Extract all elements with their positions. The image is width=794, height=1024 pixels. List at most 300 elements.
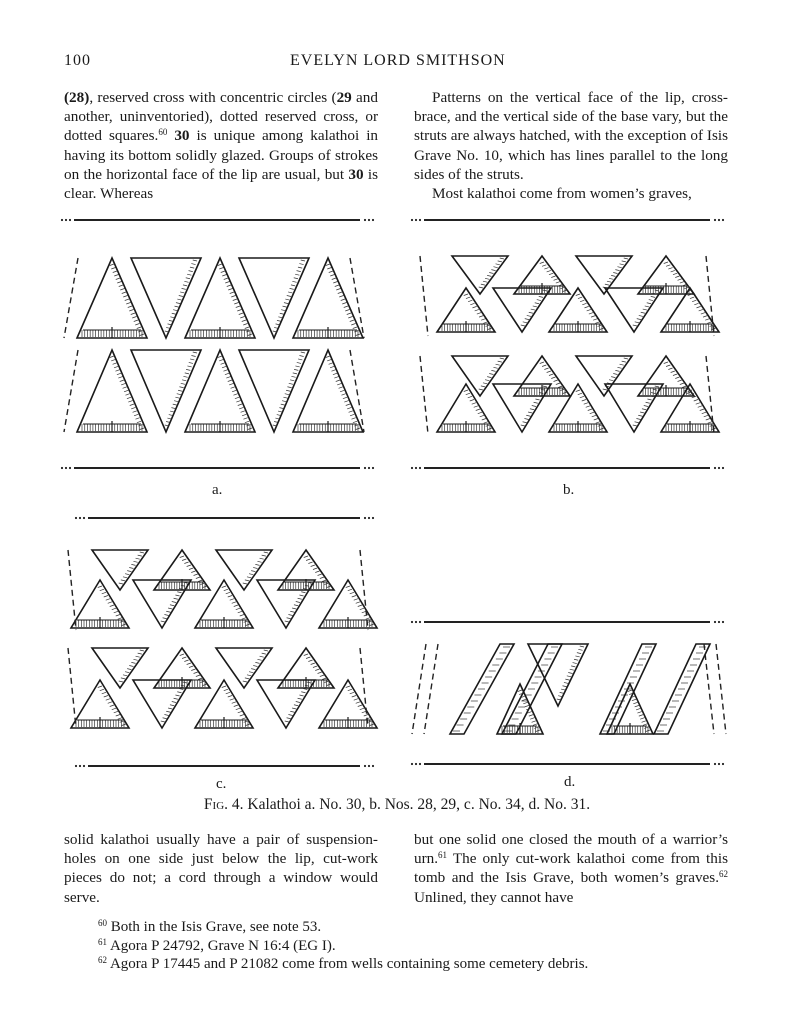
hatch-stroke [633, 425, 637, 426]
hatch-stroke [673, 273, 677, 275]
hatch-stroke [351, 418, 355, 420]
hatch-stroke [638, 415, 642, 416]
hatch-stroke [196, 675, 200, 677]
hatch-stroke [118, 618, 122, 620]
hatch-stroke [296, 602, 300, 603]
hatch-stroke [647, 399, 651, 400]
hatch-stroke [483, 281, 487, 282]
down-triangle [92, 550, 148, 590]
border-dot [419, 763, 421, 765]
hatch-stroke [253, 666, 257, 667]
hatch-stroke [301, 592, 305, 593]
hatch-stroke [620, 364, 624, 365]
hatch-stroke [486, 425, 490, 427]
hatch-stroke [170, 411, 174, 412]
hatch-stroke [281, 310, 285, 311]
hatch-stroke [295, 274, 299, 275]
hatch-stroke [500, 358, 504, 359]
hatch-stroke [116, 715, 120, 717]
hatch-stroke [243, 324, 247, 326]
hatch-stroke [542, 265, 546, 267]
figure-panel-c [60, 510, 380, 772]
hatch-stroke [222, 366, 226, 368]
hatch-stroke [238, 611, 242, 613]
hatch-stroke [496, 364, 500, 365]
border-dot [75, 517, 77, 519]
hatch-stroke [135, 418, 139, 420]
hatch-stroke [249, 672, 253, 673]
hatch-stroke [222, 275, 226, 277]
hatch-stroke [127, 571, 131, 572]
hatch-stroke [129, 310, 133, 312]
hatch-stroke [114, 711, 118, 713]
hatch-stroke [98, 586, 102, 588]
down-triangle [576, 356, 632, 396]
hatch-stroke [479, 316, 483, 318]
hatch-stroke [187, 366, 191, 367]
hatch-stroke [249, 574, 253, 575]
hatch-stroke [326, 356, 330, 358]
hatch-stroke [180, 292, 184, 293]
hatch-stroke [244, 721, 248, 723]
hatch-stroke [329, 271, 333, 273]
hatch-stroke [348, 317, 352, 319]
hatch-stroke [620, 264, 624, 265]
hatch-stroke [224, 689, 228, 691]
hatch-stroke [344, 306, 348, 308]
border-dot [83, 517, 85, 519]
hatch-stroke [588, 409, 592, 411]
hatch-stroke [163, 618, 167, 619]
hatch-stroke [671, 371, 675, 373]
hatch-stroke [342, 303, 346, 305]
hatch-stroke [184, 660, 188, 662]
hatch-stroke [133, 561, 137, 562]
border-dot [79, 765, 81, 767]
hatch-stroke [179, 387, 183, 388]
hatch-stroke [529, 312, 533, 313]
hatch-stroke [136, 558, 140, 559]
hatch-stroke [168, 708, 172, 709]
hatch-stroke [291, 376, 295, 377]
hatch-stroke [262, 653, 266, 654]
border-dot [69, 467, 71, 469]
hatch-stroke [472, 403, 476, 405]
hatch-stroke [244, 621, 248, 623]
hatch-stroke [170, 705, 174, 706]
hatch-stroke [182, 559, 186, 561]
hatch-stroke [276, 324, 280, 325]
hatch-stroke [609, 278, 613, 279]
hatch-stroke [544, 268, 548, 270]
hatch-stroke [164, 715, 168, 716]
hatch-stroke [521, 425, 525, 426]
hatch-stroke [346, 686, 350, 688]
lower-right-paragraph: but one solid one closed the mouth of a warrior’s urn.$^{61}$ The only cut-work kalathoi come from this tomb and the Isis Grave, both women’s graves.$^{62}$ Unlined, they cannot have [414, 831, 728, 906]
hatch-stroke [292, 608, 296, 609]
border-dot [415, 219, 417, 221]
hatch-stroke [298, 698, 302, 699]
hatch-stroke [470, 303, 474, 305]
border-dot [372, 517, 374, 519]
hatch-stroke [293, 373, 297, 374]
hatch-stroke [236, 401, 240, 403]
hatch-stroke [633, 325, 637, 326]
hatch-stroke [336, 380, 340, 382]
hatch-stroke [190, 359, 194, 360]
hatch-stroke [590, 412, 594, 414]
hatch-stroke [673, 374, 677, 376]
hatch-stroke [120, 289, 124, 291]
hatch-stroke [114, 611, 118, 613]
hatch-stroke [129, 666, 133, 667]
hatch-stroke [668, 368, 672, 370]
hatch-stroke [468, 396, 472, 398]
hatch-stroke [338, 292, 342, 294]
hatch-stroke [564, 682, 568, 683]
hatch-stroke [366, 618, 370, 620]
figure-panel-d [410, 614, 730, 772]
hatch-stroke [102, 692, 106, 694]
edge-dash [716, 644, 726, 734]
hatch-stroke [120, 380, 124, 382]
hatch-stroke [475, 309, 479, 311]
hatch-stroke [232, 602, 236, 604]
hatch-stroke [306, 657, 310, 659]
hatch-stroke [102, 592, 106, 594]
caption-prefix: Fig. 4. [203, 796, 244, 813]
hatch-stroke [708, 422, 712, 424]
hatch-stroke [339, 387, 343, 389]
hatch-stroke [481, 319, 485, 321]
hatch-stroke [128, 306, 132, 308]
hatch-stroke [470, 400, 474, 402]
hatch-stroke [347, 313, 351, 315]
hatch-stroke [170, 605, 174, 606]
hatch-stroke [576, 294, 580, 296]
hatch-stroke [257, 659, 261, 660]
hatch-stroke [530, 718, 534, 720]
hatch-stroke [678, 279, 682, 281]
hatch-stroke [166, 711, 170, 712]
hatch-stroke [289, 383, 293, 384]
hatch-stroke [611, 377, 615, 378]
hatch-stroke [521, 325, 525, 326]
hatch-stroke [549, 273, 553, 275]
hatch-stroke [245, 580, 249, 581]
hatch-stroke [255, 564, 259, 565]
hatch-stroke [129, 568, 133, 569]
hatch-stroke [544, 368, 548, 370]
hatch-stroke [330, 275, 334, 277]
hatch-stroke [182, 657, 186, 659]
upper-left-paragraph: (28), reserved cross with concentric circles (29 and another, uninventoried), dotted reserved cross, or dotted squares.$^{60}$ 30 is unique among kalathoi in having its bottom solidly glazed. Groups of strokes on the horizontal face of the lip are usual, but 30 is clear. Whereas [64, 89, 379, 203]
hatch-stroke [476, 409, 480, 411]
hatch-stroke [240, 317, 244, 319]
hatch-stroke [651, 393, 655, 394]
hatch-stroke [558, 386, 562, 388]
hatch-stroke [172, 702, 176, 703]
hatch-stroke [175, 595, 179, 596]
hatch-stroke [222, 686, 226, 688]
hatch-stroke [174, 401, 178, 402]
hatch-stroke [140, 552, 144, 553]
border-dot [718, 763, 720, 765]
border-dot [722, 763, 724, 765]
hatch-stroke [292, 708, 296, 709]
hatch-stroke [184, 562, 188, 564]
hatch-stroke [330, 366, 334, 368]
hatch-stroke [237, 310, 241, 312]
hatch-stroke [123, 577, 127, 578]
hatch-stroke [624, 358, 628, 359]
hatch-stroke [349, 411, 353, 413]
hatch-stroke [364, 715, 368, 717]
hatch-stroke [675, 276, 679, 278]
edge-dash [412, 644, 426, 734]
hatch-stroke [337, 383, 341, 385]
hatch-stroke [356, 602, 360, 604]
hatch-stroke [671, 270, 675, 272]
hatch-stroke [700, 409, 704, 411]
hatch-stroke [104, 696, 108, 698]
hatch-stroke [120, 621, 124, 623]
hatch-stroke [298, 598, 302, 599]
hatch-stroke [481, 386, 485, 387]
edge-dash [420, 356, 428, 434]
hatch-stroke [696, 403, 700, 405]
hatch-stroke [225, 282, 229, 284]
hatch-stroke [332, 278, 336, 280]
border-dot [419, 467, 421, 469]
hatch-stroke [533, 306, 537, 307]
hatch-stroke [340, 390, 344, 392]
hatch-stroke [191, 571, 195, 573]
hatch-stroke [304, 556, 308, 558]
hatch-stroke [306, 559, 310, 561]
hatch-stroke [286, 390, 290, 391]
hatch-stroke [191, 669, 195, 671]
border-dot [368, 765, 370, 767]
hatch-stroke [704, 415, 708, 417]
hatch-stroke [474, 406, 478, 408]
hatch-stroke [229, 383, 233, 385]
hatch-stroke [547, 270, 551, 272]
hatch-stroke [174, 698, 178, 699]
hatch-stroke [580, 646, 584, 647]
hatch-stroke [264, 650, 268, 651]
hatch-stroke [119, 681, 123, 682]
hatch-stroke [311, 663, 315, 665]
hatch-stroke [164, 615, 168, 616]
hatch-stroke [130, 404, 134, 406]
hatch-stroke [322, 580, 326, 582]
hatch-stroke [104, 596, 108, 598]
hatch-stroke [176, 303, 180, 304]
hatch-stroke [493, 267, 497, 268]
hatch-stroke [335, 285, 339, 287]
hatch-stroke [133, 659, 137, 660]
hatch-stroke [221, 271, 225, 273]
hatch-stroke [333, 373, 337, 375]
hatch-stroke [187, 274, 191, 275]
hatch-stroke [279, 408, 283, 409]
hatch-stroke [622, 361, 626, 362]
hatch-stroke [123, 296, 127, 298]
hatch-stroke [301, 352, 305, 353]
hatch-stroke [226, 692, 230, 694]
hatch-stroke [368, 721, 372, 723]
hatch-stroke [666, 365, 670, 367]
hatch-stroke [341, 299, 345, 301]
hatch-stroke [189, 568, 193, 570]
hatch-stroke [639, 315, 643, 316]
hatch-stroke [177, 692, 181, 693]
hatch-stroke [242, 618, 246, 620]
hatch-stroke [133, 411, 137, 413]
hatch-stroke [534, 402, 538, 403]
hatch-stroke [172, 602, 176, 603]
hatch-stroke [299, 355, 303, 356]
lower-right-column [414, 830, 728, 907]
hatch-stroke [333, 282, 337, 284]
hatch-stroke [171, 408, 175, 409]
hatch-stroke [352, 596, 356, 598]
hatch-stroke [635, 422, 639, 423]
hatch-stroke [578, 393, 582, 395]
hatch-stroke [356, 702, 360, 704]
hatch-stroke [664, 362, 668, 364]
hatch-stroke [186, 278, 190, 279]
hatch-stroke [110, 705, 114, 707]
hatch-stroke [180, 556, 184, 558]
hatch-stroke [368, 621, 372, 623]
hatch-stroke [110, 264, 114, 266]
hatch-stroke [243, 418, 247, 420]
hatch-stroke [353, 327, 357, 329]
hatch-stroke [219, 268, 223, 270]
hatch-stroke [551, 276, 555, 278]
hatch-stroke [315, 571, 319, 573]
hatch-stroke [613, 273, 617, 274]
hatch-stroke [297, 271, 301, 272]
hatch-stroke [529, 715, 533, 717]
hatch-stroke [285, 299, 289, 300]
hatch-stroke [320, 675, 324, 677]
hatch-stroke [234, 705, 238, 707]
hatch-stroke [290, 288, 294, 289]
hatch-stroke [573, 663, 577, 664]
hatch-stroke [313, 666, 317, 668]
hatch-stroke [498, 361, 502, 362]
hatch-stroke [294, 278, 298, 279]
hatch-stroke [108, 702, 112, 704]
edge-dash [424, 644, 438, 734]
hatch-stroke [239, 313, 243, 315]
hatch-stroke [288, 715, 292, 716]
hatch-stroke [525, 319, 529, 320]
hatch-stroke [114, 366, 118, 368]
hatch-stroke [308, 660, 312, 662]
hatch-stroke [288, 615, 292, 616]
hatch-stroke [111, 268, 115, 270]
hatch-stroke [191, 264, 195, 265]
hatch-stroke [466, 297, 470, 299]
hatch-stroke [682, 386, 686, 388]
hatch-stroke [175, 695, 179, 696]
hatch-stroke [228, 696, 232, 698]
hatch-stroke [282, 401, 286, 402]
down-triangle [216, 550, 272, 590]
hatch-stroke [348, 689, 352, 691]
hatch-stroke [580, 396, 584, 398]
hatch-stroke [234, 303, 238, 305]
hatch-stroke [540, 362, 544, 364]
edge-dash [420, 256, 428, 336]
hatch-stroke [117, 282, 121, 284]
hatch-stroke [137, 421, 141, 423]
hatch-stroke [288, 292, 292, 293]
hatch-stroke [106, 599, 110, 601]
hatch-stroke [121, 580, 125, 581]
hatch-stroke [635, 322, 639, 323]
hatch-stroke [122, 292, 126, 294]
hatch-stroke [183, 285, 187, 286]
hatch-stroke [120, 721, 124, 723]
hatch-stroke [238, 711, 242, 713]
hatch-stroke [262, 555, 266, 556]
hatch-stroke [196, 577, 200, 579]
hatch-stroke [680, 282, 684, 284]
hatch-stroke [296, 702, 300, 703]
hatch-stroke [110, 356, 114, 358]
running-head: EVELYN LORD SMITHSON [290, 52, 506, 69]
hatch-stroke [224, 589, 228, 591]
hatch-stroke [489, 374, 493, 375]
hatch-stroke [570, 669, 574, 670]
hatch-stroke [615, 270, 619, 271]
edge-dash [360, 550, 368, 630]
upper-right-column [414, 88, 728, 203]
hatch-stroke [187, 663, 191, 665]
border-dot [415, 621, 417, 623]
hatch-stroke [353, 421, 357, 423]
hatch-stroke [118, 718, 122, 720]
hatch-stroke [611, 275, 615, 276]
hatch-stroke [278, 411, 282, 412]
border-dot [364, 765, 366, 767]
hatch-stroke [297, 362, 301, 363]
hatch-stroke [278, 317, 282, 318]
hatch-stroke [242, 320, 246, 322]
hatch-stroke [574, 659, 578, 660]
hatch-stroke [198, 580, 202, 582]
hatch-stroke [485, 380, 489, 381]
hatch-stroke [226, 377, 230, 379]
hatch-stroke [241, 411, 245, 413]
hatch-stroke [231, 296, 235, 298]
hatch-stroke [556, 282, 560, 284]
border-dot [411, 621, 413, 623]
hatch-stroke [230, 292, 234, 294]
hatch-stroke [182, 288, 186, 289]
hatch-stroke [190, 267, 194, 268]
hatch-stroke [694, 400, 698, 402]
hatch-stroke [551, 377, 555, 379]
lower-left-column [64, 830, 378, 907]
figure-panel-a [60, 212, 380, 477]
hatch-stroke [253, 568, 257, 569]
